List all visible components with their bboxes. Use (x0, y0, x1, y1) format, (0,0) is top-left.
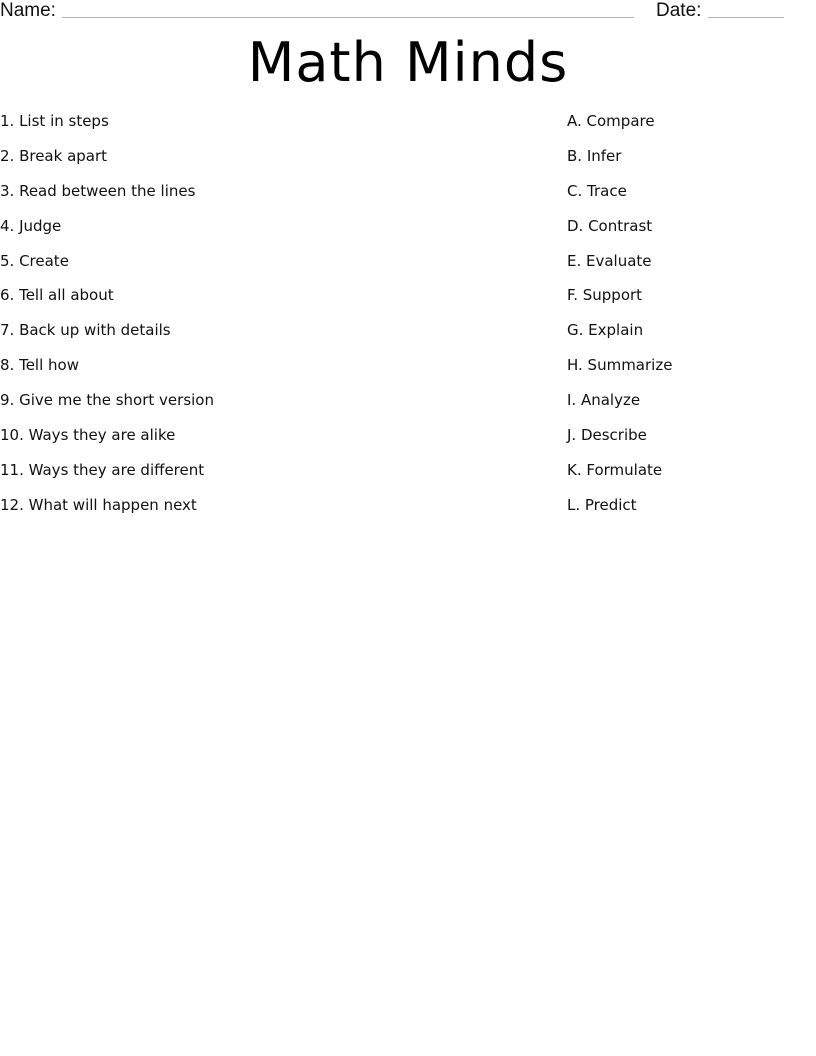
answer-item: D. Contrast (567, 216, 653, 235)
term-item: 12. What will happen next (0, 495, 197, 514)
header-row (0, 0, 816, 24)
date-label: Date: (656, 0, 702, 21)
page-title: Math Minds (247, 31, 569, 94)
answer-item: G. Explain (567, 321, 644, 340)
answers-list (567, 111, 807, 530)
answer-item: L. Predict (567, 495, 637, 514)
term-item: 3. Read between the lines (0, 181, 196, 200)
answer-item: B. Infer (567, 146, 622, 165)
answer-item: J. Describe (567, 426, 647, 445)
answer-item: A. Compare (567, 112, 655, 130)
term-item: 8. Tell how (0, 356, 79, 375)
name-label: Name: (0, 0, 56, 21)
answer-item: C. Trace (567, 181, 627, 200)
term-item: 4. Judge (0, 216, 62, 235)
name-field[interactable] (62, 17, 634, 18)
answer-item: K. Formulate (567, 460, 663, 479)
answer-item: F. Support (567, 286, 643, 305)
answer-item: I. Analyze (567, 391, 641, 410)
date-field[interactable] (708, 17, 784, 18)
term-item: 9. Give me the short version (0, 391, 214, 410)
term-item: 1. List in steps (0, 112, 109, 130)
term-item: 2. Break apart (0, 146, 108, 165)
answer-item: H. Summarize (567, 356, 673, 375)
term-item: 7. Back up with details (0, 321, 171, 340)
term-item: 6. Tell all about (0, 286, 114, 305)
answer-item: E. Evaluate (567, 251, 652, 270)
term-item: 10. Ways they are alike (0, 426, 176, 445)
terms-list (0, 111, 520, 530)
term-item: 5. Create (0, 251, 69, 270)
term-item: 11. Ways they are different (0, 460, 205, 479)
